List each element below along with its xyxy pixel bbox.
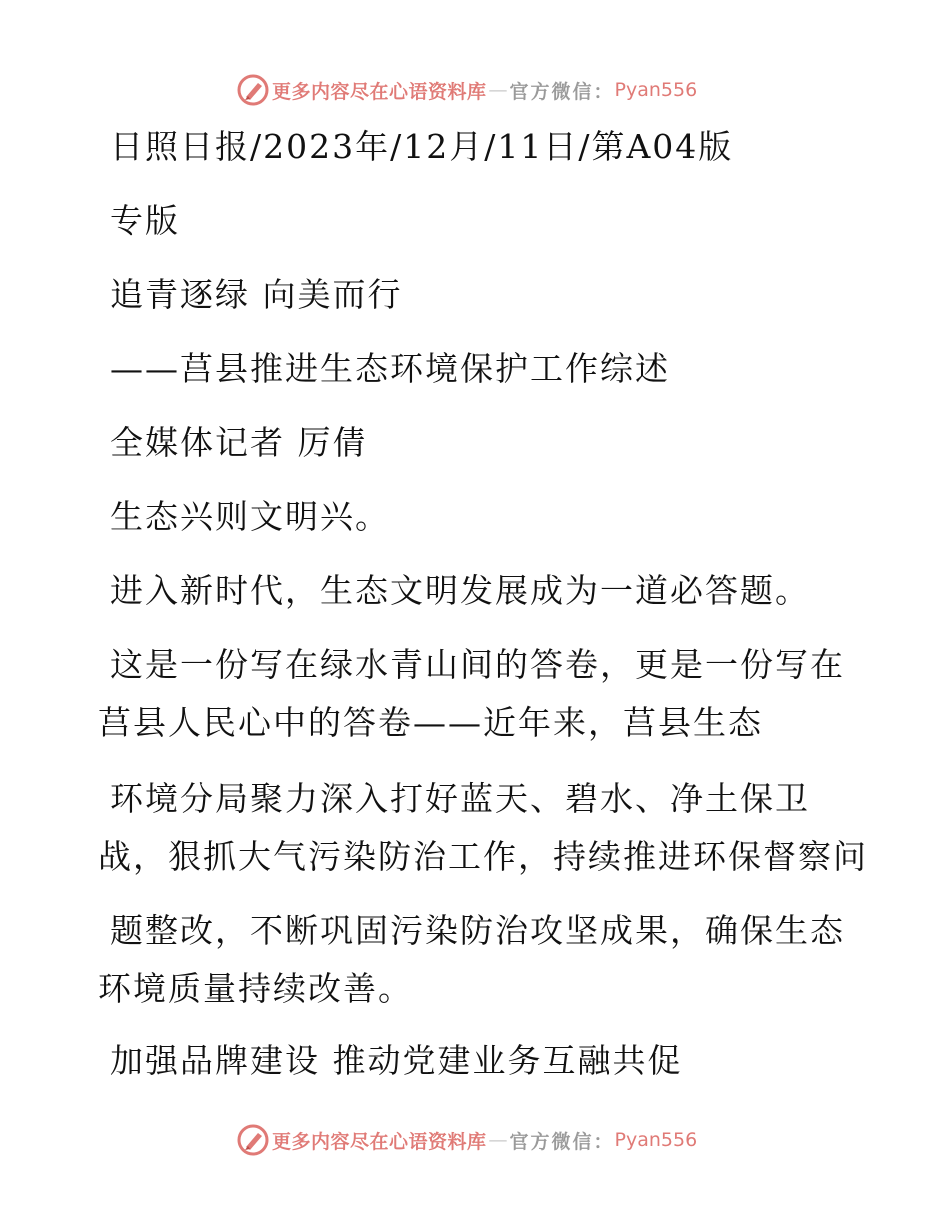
pen-logo-icon: [236, 1123, 270, 1157]
watermark-text: 更多内容尽在心语资料库: [272, 80, 487, 103]
paragraph-4-line-2: 环境质量持续改善。: [98, 969, 413, 1008]
watermark-dash: —: [488, 79, 508, 101]
pen-logo-icon: [236, 73, 270, 107]
paragraph-1: 进入新时代，生态文明发展成为一道必答题。: [110, 571, 810, 610]
paragraph-2-line-1: 这是一份写在绿水青山间的答卷，更是一份写在: [110, 645, 845, 684]
article-section: 专版: [110, 201, 180, 240]
watermark-wechat-id: Pyan556: [614, 79, 698, 101]
article-lead: 生态兴则文明兴。: [110, 497, 390, 536]
article-source: 日照日报/2023年/12月/11日/第A04版: [110, 127, 734, 166]
paragraph-3-line-1: 环境分局聚力深入打好蓝天、碧水、净土保卫: [110, 779, 810, 818]
watermark-dash: —: [488, 1129, 508, 1151]
watermark-wechat-id: Pyan556: [614, 1129, 698, 1151]
watermark-label: 官方微信：: [509, 1130, 615, 1153]
watermark-text: 更多内容尽在心语资料库: [272, 1130, 487, 1153]
section-heading: 加强品牌建设 推动党建业务互融共促: [110, 1041, 683, 1080]
watermark-label: 官方微信：: [509, 80, 615, 103]
paragraph-2-line-2: 莒县人民心中的答卷——近年来，莒县生态: [98, 703, 763, 742]
watermark-header: [236, 73, 697, 107]
article-title: 追青逐绿 向美而行: [110, 275, 403, 314]
paragraph-3-line-2: 战，狠抓大气污染防治工作，持续推进环保督察问: [98, 837, 868, 876]
article-byline: 全媒体记者 厉倩: [110, 423, 368, 462]
watermark-footer: [236, 1123, 697, 1157]
paragraph-4-line-1: 题整改，不断巩固污染防治攻坚成果，确保生态: [110, 911, 845, 950]
article-subtitle: ——莒县推进生态环境保护工作综述: [110, 349, 670, 388]
